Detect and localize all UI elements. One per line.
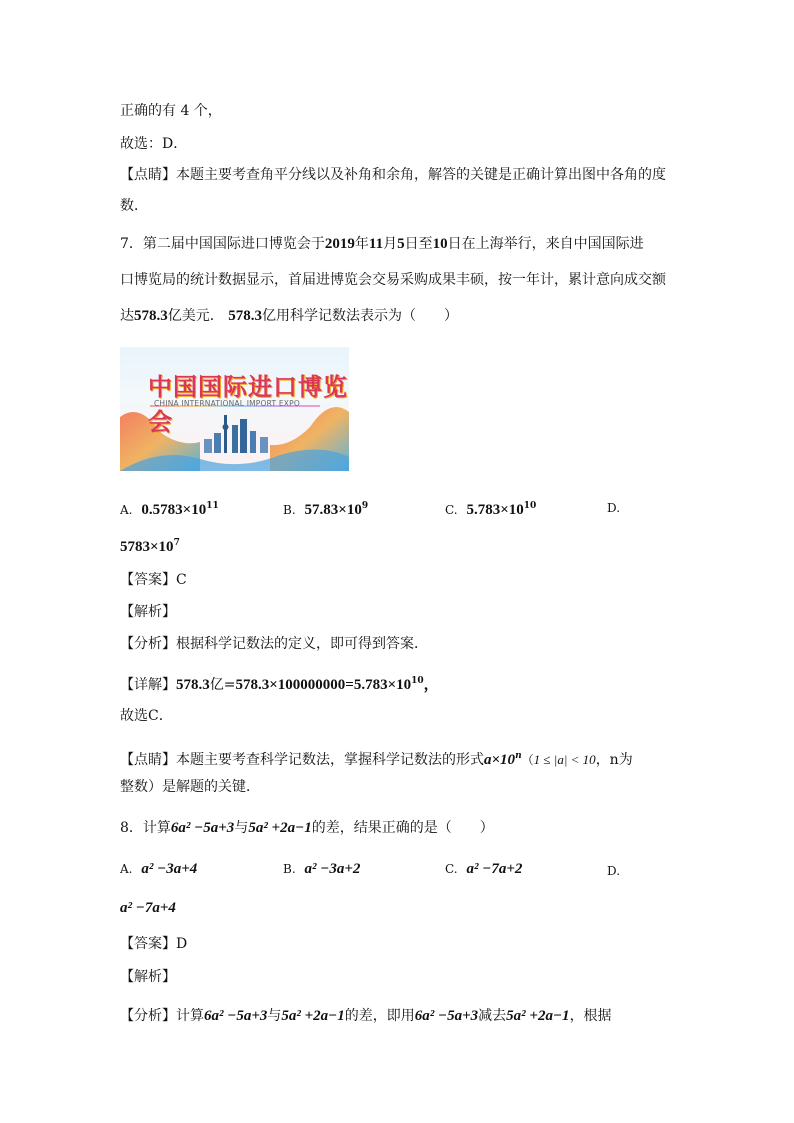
option-expr: a² −3a+2 [304, 861, 361, 877]
fenxi-expr: 5a² +2a−1 [506, 1008, 570, 1024]
q7-option-b [283, 496, 368, 520]
q7-text: 亿美元． [167, 308, 224, 324]
q7-line-3 [120, 306, 458, 326]
detail-number: 578.3 [176, 677, 210, 693]
q8-option-b [283, 859, 360, 879]
q7-fenxi: 【分析】根据科学记数法的定义，即可得到答案． [120, 636, 428, 652]
q8-text: 的差，结果正确的是（ ） [311, 820, 494, 836]
q7-day: 10 [432, 236, 448, 252]
prev-line-2: 故选：D． [120, 136, 188, 152]
detail-expr: 578.3×100000000=5.783×10 [235, 677, 412, 693]
expo-banner-subtitle: CHINA INTERNATIONAL IMPORT EXPO [154, 399, 300, 408]
prev-line-4: 数． [120, 198, 148, 214]
detail-label: 【详解】 [120, 677, 176, 693]
option-exp: 7 [173, 538, 180, 548]
q7-analysis: 【解析】 [120, 604, 176, 620]
option-exp: 10 [523, 501, 537, 511]
q8-option-d [120, 898, 176, 918]
q8-line-1 [120, 818, 494, 838]
q8-option-c [445, 859, 522, 879]
option-expr: a² −7a+4 [120, 900, 176, 916]
q8-answer: 【答案】D [120, 936, 188, 952]
q8-fenxi [120, 1006, 612, 1026]
option-label: A. [120, 503, 133, 517]
detail-text: 亿= [209, 677, 236, 693]
dianjing-text: ，n为 [595, 752, 633, 768]
q7-guxuan: 故选C． [120, 708, 173, 724]
q7-detail [120, 671, 439, 695]
q8-expr: 6a² −5a+3 [170, 820, 235, 836]
dianjing-formula: a×10 [484, 752, 516, 768]
detail-exp: 10 [411, 676, 424, 686]
option-expr: a² −7a+2 [466, 861, 523, 877]
option-label: A. [120, 862, 133, 876]
q7-option-c [445, 496, 536, 520]
q7-dianjing-line-1 [120, 746, 633, 770]
q7-option-d [120, 533, 180, 557]
option-expr: 5.783×10 [466, 502, 524, 518]
dianjing-text: 【点睛】本题主要考查科学记数法，掌握科学记数法的形式 [120, 752, 484, 768]
fenxi-text: 【分析】计算 [120, 1008, 204, 1024]
q7-text: 年 [354, 236, 369, 252]
q7-year: 2019 [324, 236, 355, 252]
q7-dianjing-line-2: 整数）是解题的关键． [120, 779, 260, 795]
option-expr: 57.83×10 [304, 502, 362, 518]
q8-option-d-label: D. [607, 864, 621, 878]
q8-text: 8．计算 [120, 820, 171, 836]
option-exp: 11 [206, 501, 219, 511]
dianjing-formula-exp: n [515, 751, 522, 761]
q7-text: 日至 [404, 236, 433, 252]
q7-text: 月 [383, 236, 398, 252]
q8-expr: 5a² +2a−1 [248, 820, 312, 836]
prev-line-1: 正确的有 4 个， [120, 103, 222, 119]
q7-text: 达 [120, 308, 134, 324]
q7-answer: 【答案】C [120, 572, 187, 588]
q7-month: 11 [368, 236, 384, 252]
fenxi-expr: 5a² +2a−1 [281, 1008, 345, 1024]
option-expr: 5783×10 [120, 539, 174, 555]
option-expr: 0.5783×10 [141, 502, 207, 518]
fenxi-expr: 6a² −5a+3 [414, 1008, 479, 1024]
q7-text: 日在上海举行，来自中国国际进 [447, 236, 644, 252]
fenxi-expr: 6a² −5a+3 [204, 1008, 268, 1024]
fenxi-text: ，根据 [569, 1008, 612, 1024]
q7-number: 578.3 [228, 308, 262, 324]
option-expr: a² −3a+4 [141, 861, 198, 877]
q8-analysis: 【解析】 [120, 969, 176, 985]
q8-text: 与 [234, 820, 249, 836]
detail-text: ， [423, 677, 439, 693]
option-exp: 9 [361, 501, 369, 511]
fenxi-text: 减去 [478, 1008, 507, 1024]
q7-option-a [120, 496, 219, 520]
expo-banner-title: 中国国际进口博览会 [148, 373, 348, 436]
q7-text: 亿用科学记数法表示为（ ） [261, 308, 458, 324]
q8-option-a [120, 859, 197, 879]
option-label: B. [283, 503, 296, 517]
option-label: C. [445, 503, 458, 517]
prev-line-3: 【点睛】本题主要考查角平分线以及补角和余角，解答的关键是正确计算出图中各角的度 [120, 167, 666, 183]
q7-option-d-label: D. [607, 501, 621, 515]
dianjing-inequality: 1 ≤ |a| < 10 [533, 752, 596, 767]
dianjing-text: （ [521, 753, 534, 767]
q7-day: 5 [397, 236, 405, 252]
q7-line-1 [120, 234, 644, 254]
option-label: C. [445, 862, 458, 876]
option-label: B. [283, 862, 296, 876]
q7-line-2: 口博览局的统计数据显示，首届进博览会交易采购成果丰硕，按一年计，累计意向成交额 [120, 272, 666, 288]
q7-number: 578.3 [134, 308, 168, 324]
fenxi-text: 与 [267, 1008, 282, 1024]
expo-banner-image [120, 347, 349, 471]
fenxi-text: 的差，即用 [344, 1008, 415, 1024]
q7-text: 7．第二届中国国际进口博览会于 [120, 236, 325, 252]
